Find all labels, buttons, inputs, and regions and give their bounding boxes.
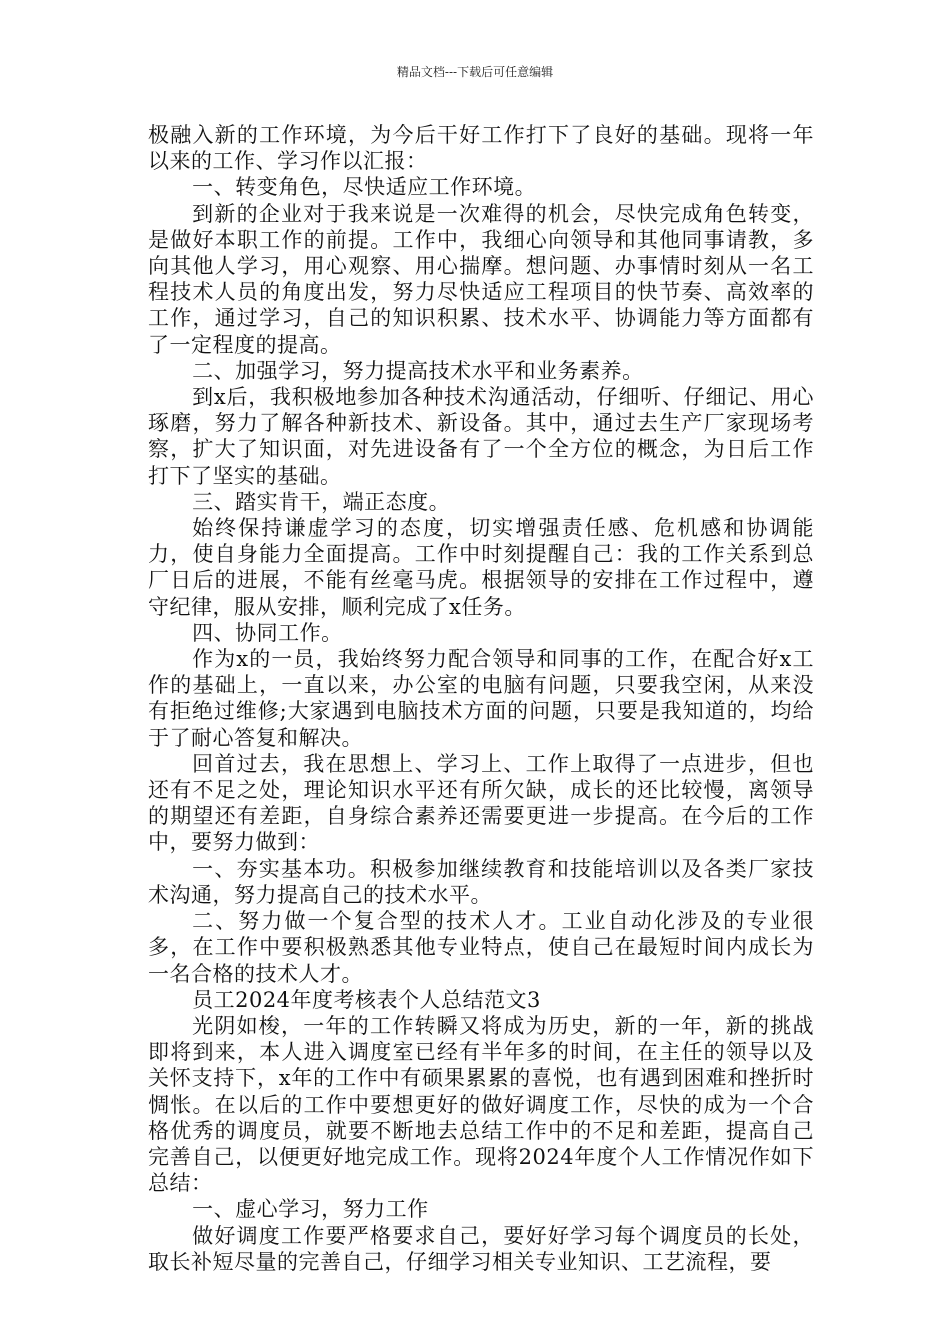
article-title: 员工2024年度考核表个人总结范文3	[192, 987, 541, 1012]
section-heading: 一、虚心学习，努力工作	[192, 1197, 429, 1222]
paragraph: 作为x的一员，我始终努力配合领导和同事的工作，在配合好x工作的基础上，一直以来，办公室的电脑有问题，只要我空闲，从来没有拒绝过维修;大家遇到电脑技术方面的问题，只要是我知道的，均给于了耐心答复和解决。	[148, 647, 814, 750]
document-body	[148, 122, 814, 1275]
section-heading: 二、加强学习，努力提高技术水平和业务素养。	[192, 358, 644, 383]
paragraph: 二、努力做一个复合型的技术人才。工业自动化涉及的专业很多，在工作中要积极熟悉其他专业特点，使自己在最短时间内成长为一名合格的技术人才。	[148, 909, 814, 986]
paragraph: 始终保持谦虚学习的态度，切实增强责任感、危机感和协调能力，使自身能力全面提高。工作中时刻提醒自己：我的工作关系到总厂日后的进展，不能有丝毫马虎。根据领导的安排在工作过程中，遵守纪律，服从安排，顺利完成了x任务。	[148, 516, 814, 619]
paragraph: 回首过去，我在思想上、学习上、工作上取得了一点进步，但也还有不足之处，理论知识水平还有所欠缺，成长的还比较慢，离领导的期望还有差距，自身综合素养还需要更进一步提高。在今后的工作中，要努力做到：	[148, 751, 814, 855]
section-heading: 三、踏实肯干，端正态度。	[192, 489, 451, 514]
section-heading: 一、转变角色，尽快适应工作环境。	[192, 175, 537, 200]
section-heading: 四、协同工作。	[192, 620, 343, 645]
paragraph: 光阴如梭，一年的工作转瞬又将成为历史，新的一年，新的挑战即将到来，本人进入调度室已经有半年多的时间，在主任的领导以及关怀支持下，x年的工作中有硕果累累的喜悦，也有遇到困难和挫折时惆怅。在以后的工作中要想更好的做好调度工作，尽快的成为一个合格优秀的调度员，就要不断地去总结工作中的不足和差距，提高自己完善自己，以便更好地完成工作。现将2024年度个人工作情况作如下总结：	[148, 1013, 814, 1196]
paragraph: 做好调度工作要严格要求自己，要好好学习每个调度员的长处，取长补短尽量的完善自己，仔细学习相关专业知识、工艺流程，要	[148, 1223, 814, 1274]
paragraph: 一、夯实基本功。积极参加继续教育和技能培训以及各类厂家技术沟通，努力提高自己的技术水平。	[148, 856, 814, 907]
paragraph: 到新的企业对于我来说是一次难得的机会，尽快完成角色转变，是做好本职工作的前提。工作中，我细心向领导和其他同事请教，多向其他人学习，用心观察、用心揣摩。想问题、办事情时刻从一名工程技术人员的角度出发，努力尽快适应工程项目的快节奏、高效率的工作，通过学习，自己的知识积累、技术水平、协调能力等方面都有了一定程度的提高。	[148, 201, 814, 357]
paragraph: 极融入新的工作环境，为今后干好工作打下了良好的基础。现将一年以来的工作、学习作以汇报：	[148, 123, 814, 174]
page-header: 精品文档---下载后可任意编辑	[396, 65, 554, 79]
paragraph: 到x后，我积极地参加各种技术沟通活动，仔细听、仔细记、用心琢磨，努力了解各种新技术、新设备。其中，通过去生产厂家现场考察，扩大了知识面，对先进设备有了一个全方位的概念，为日后工作打下了坚实的基础。	[148, 385, 814, 488]
